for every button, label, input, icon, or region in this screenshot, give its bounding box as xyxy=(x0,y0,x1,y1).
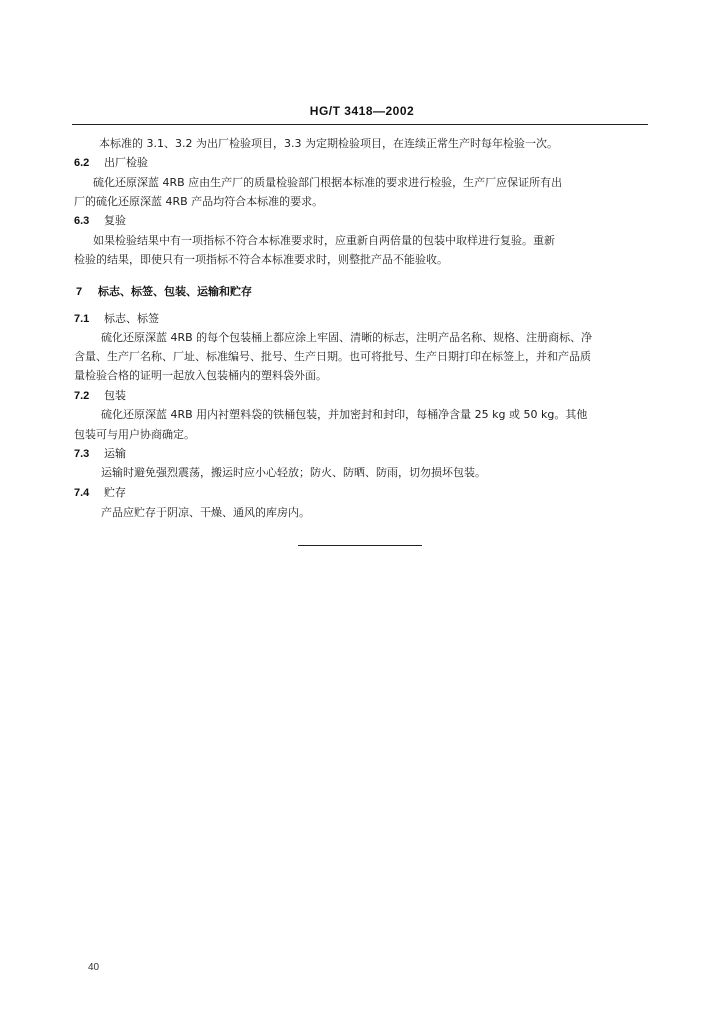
section-number: 7 xyxy=(76,286,83,298)
section-6-2-heading xyxy=(74,156,148,170)
section-7-1-heading xyxy=(74,312,159,326)
section-number: 6.3 xyxy=(74,215,90,227)
intro-paragraph: 本标准的 3.1、3.2 为出厂检验项目，3.3 为定期检验项目，在连续正常生产时每年检验一次。 xyxy=(99,137,558,150)
section-number: 7.2 xyxy=(74,390,90,402)
section-number: 6.2 xyxy=(74,157,90,169)
section-7-4-heading xyxy=(74,486,126,500)
paragraph-line: 量检验合格的证明一起放入包装桶内的塑料袋外面。 xyxy=(74,369,327,382)
paragraph-line: 硫化还原深蓝 4RB 的每个包装桶上都应涂上牢固、清晰的标志，注明产品名称、规格、注册商标、净 xyxy=(101,331,593,344)
section-6-3-heading xyxy=(74,214,126,228)
section-number: 7.4 xyxy=(74,487,90,499)
paragraph-line: 硫化还原深蓝 4RB 应由生产厂的质量检验部门根据本标准的要求进行检验，生产厂应保证所有出 xyxy=(93,176,563,189)
section-title: 出厂检验 xyxy=(104,156,148,169)
paragraph-line: 包装可与用户协商确定。 xyxy=(74,428,195,441)
paragraph-line: 产品应贮存于阴凉、干燥、通风的库房内。 xyxy=(101,506,310,519)
paragraph-line: 检验的结果，即使只有一项指标不符合本标准要求时，则整批产品不能验收。 xyxy=(74,253,448,266)
section-number: 7.1 xyxy=(74,313,90,325)
section-title: 运输 xyxy=(104,447,126,460)
section-title: 包装 xyxy=(104,389,126,402)
end-of-standard-rule xyxy=(298,545,422,546)
paragraph-line: 硫化还原深蓝 4RB 用内衬塑料袋的铁桶包装，并加密封和封印，每桶净含量 25 kg 或 50 kg。其他 xyxy=(101,408,588,421)
section-title: 标志、标签、包装、运输和贮存 xyxy=(98,285,252,298)
paragraph-line: 厂的硫化还原深蓝 4RB 产品均符合本标准的要求。 xyxy=(74,195,324,208)
standard-code-header: HG/T 3418—2002 xyxy=(309,104,415,118)
section-7-heading xyxy=(76,285,252,299)
page-number: 40 xyxy=(88,962,100,973)
section-title: 复验 xyxy=(104,214,126,227)
paragraph-line: 如果检验结果中有一项指标不符合本标准要求时，应重新自两倍量的包装中取样进行复验。重新 xyxy=(93,234,555,247)
section-title: 贮存 xyxy=(104,486,126,499)
section-number: 7.3 xyxy=(74,448,90,460)
section-7-2-heading xyxy=(74,389,126,403)
section-title: 标志、标签 xyxy=(104,312,159,325)
paragraph-line: 运输时避免强烈震荡，搬运时应小心轻放；防火、防晒、防雨，切勿损坏包装。 xyxy=(101,466,486,479)
section-7-3-heading xyxy=(74,447,126,461)
header-rule xyxy=(72,124,648,125)
paragraph-line: 含量、生产厂名称、厂址、标准编号、批号、生产日期。也可将批号、生产日期打印在标签上，并和产品质 xyxy=(74,350,591,363)
